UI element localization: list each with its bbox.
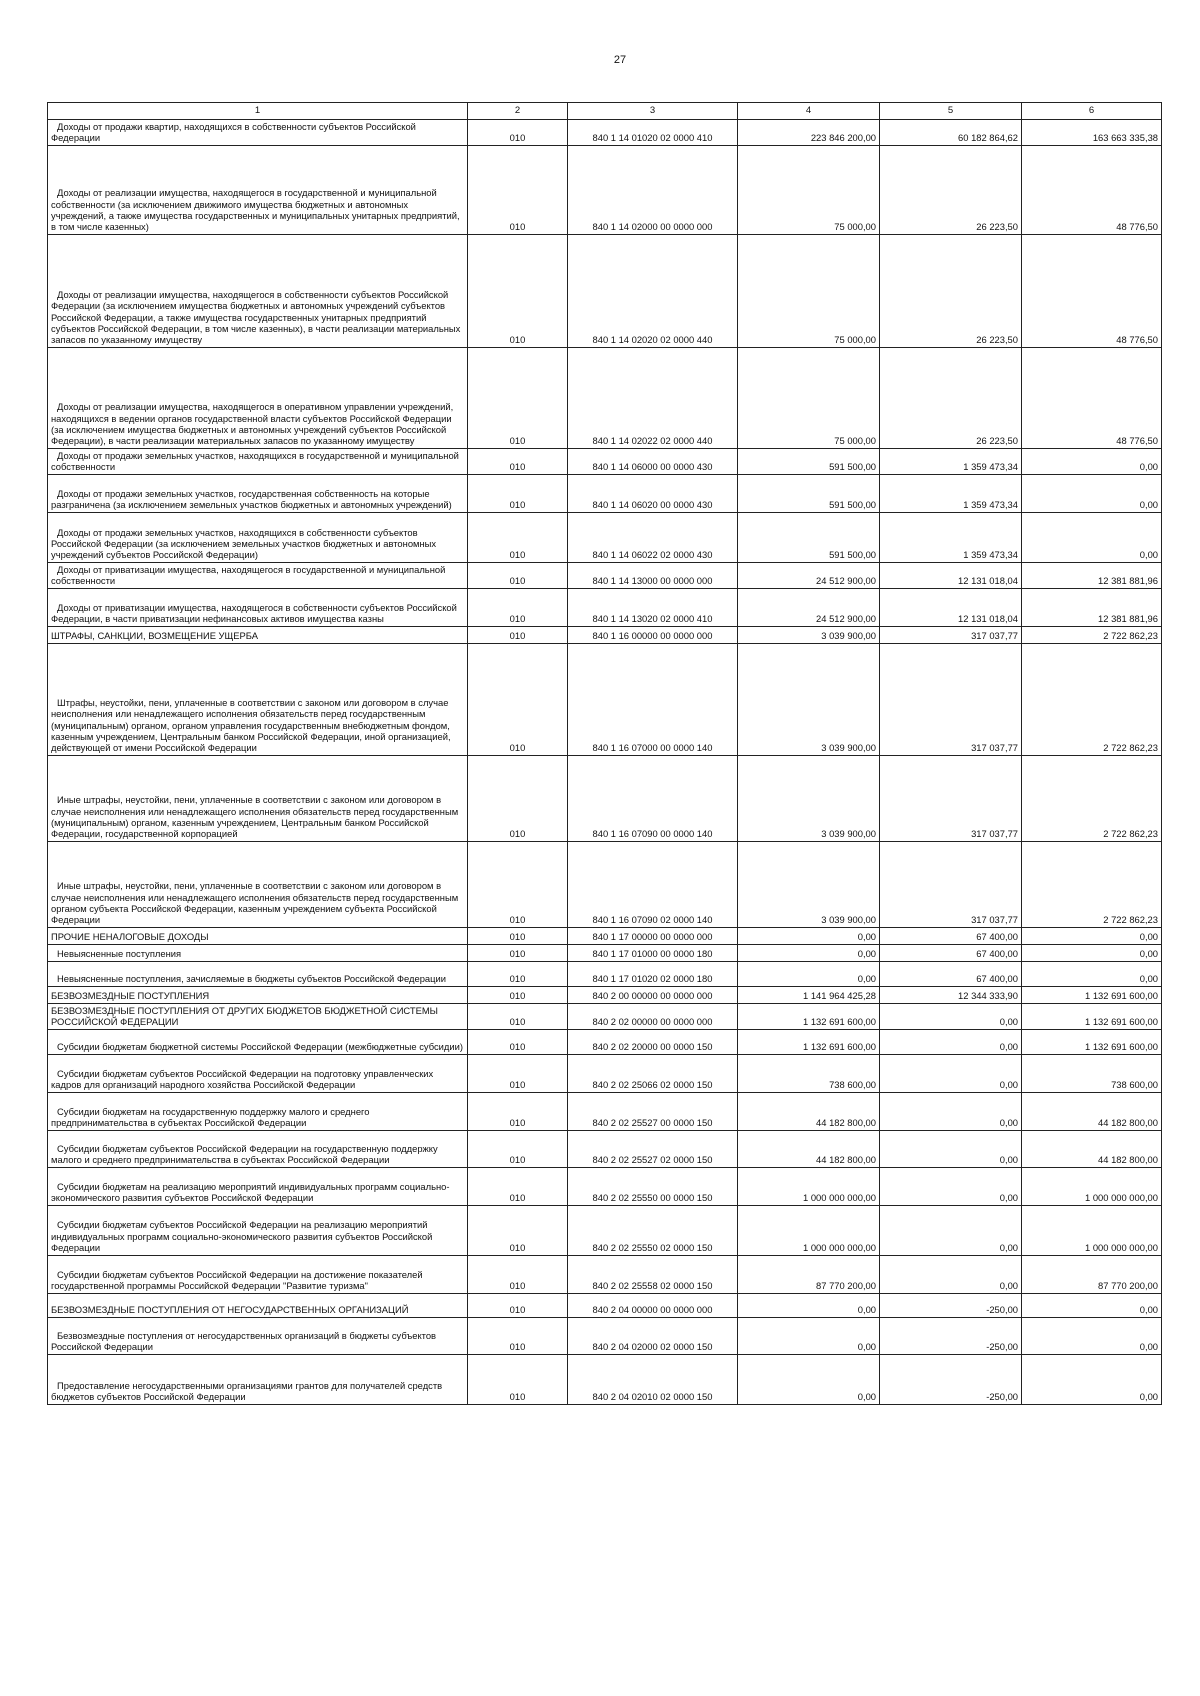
column-header: 5	[880, 103, 1022, 120]
report-table	[47, 102, 1162, 1405]
row-value-col5: -250,00	[880, 1354, 1022, 1404]
row-value-col6: 2 722 862,23	[1022, 841, 1162, 927]
row-budget-code: 840 1 14 01020 02 0000 410	[568, 120, 738, 146]
row-description: Штрафы, неустойки, пени, уплаченные в соответствии с законом или договором в случае неисполнения или ненадлежащего исполнения обязательств перед государственным (муниципальным) органом, органом управления государственным внебюджетным фондом, казенным учреждением, Центральным банком Российской Федерации, иной организацией, действующей от имени Российской Федерации	[48, 643, 468, 755]
row-description: ШТРАФЫ, САНКЦИИ, ВОЗМЕЩЕНИЕ УЩЕРБА	[48, 626, 468, 643]
row-value-col5: 60 182 864,62	[880, 120, 1022, 146]
row-value-col4: 75 000,00	[738, 347, 880, 448]
row-budget-code: 840 1 16 07090 02 0000 140	[568, 841, 738, 927]
table-row	[48, 1130, 1162, 1167]
row-value-col6: 0,00	[1022, 927, 1162, 944]
row-value-col5: 26 223,50	[880, 234, 1022, 347]
row-line-code: 010	[468, 347, 568, 448]
row-budget-code: 840 1 14 06022 02 0000 430	[568, 512, 738, 562]
row-line-code: 010	[468, 1130, 568, 1167]
row-budget-code: 840 2 04 02000 02 0000 150	[568, 1317, 738, 1354]
row-value-col4: 223 846 200,00	[738, 120, 880, 146]
row-value-col5: 0,00	[880, 1130, 1022, 1167]
row-budget-code: 840 1 16 07090 00 0000 140	[568, 755, 738, 841]
table-row	[48, 927, 1162, 944]
row-line-code: 010	[468, 626, 568, 643]
row-value-col4: 0,00	[738, 1354, 880, 1404]
column-header: 6	[1022, 103, 1162, 120]
row-budget-code: 840 2 02 25550 00 0000 150	[568, 1167, 738, 1205]
row-value-col4: 3 039 900,00	[738, 755, 880, 841]
table-row	[48, 643, 1162, 755]
row-value-col4: 591 500,00	[738, 512, 880, 562]
table-row	[48, 1092, 1162, 1130]
table-row	[48, 562, 1162, 588]
row-description: Доходы от продажи земельных участков, государственная собственность на которые разграничена (за исключением земельных участков бюджетных и автономных учреждений)	[48, 474, 468, 512]
table-row	[48, 474, 1162, 512]
table-row	[48, 1054, 1162, 1092]
row-description: БЕЗВОЗМЕЗДНЫЕ ПОСТУПЛЕНИЯ ОТ ДРУГИХ БЮДЖЕТОВ БЮДЖЕТНОЙ СИСТЕМЫ РОССИЙСКОЙ ФЕДЕРАЦИИ	[48, 1003, 468, 1029]
row-line-code: 010	[468, 1092, 568, 1130]
table-row	[48, 120, 1162, 146]
row-value-col4: 3 039 900,00	[738, 626, 880, 643]
row-value-col6: 1 132 691 600,00	[1022, 1003, 1162, 1029]
row-description: ПРОЧИЕ НЕНАЛОГОВЫЕ ДОХОДЫ	[48, 927, 468, 944]
row-value-col5: 0,00	[880, 1054, 1022, 1092]
table-row	[48, 1354, 1162, 1404]
row-line-code: 010	[468, 927, 568, 944]
row-value-col5: 1 359 473,34	[880, 448, 1022, 474]
row-budget-code: 840 2 00 00000 00 0000 000	[568, 986, 738, 1003]
row-value-col5: 317 037,77	[880, 626, 1022, 643]
row-value-col4: 75 000,00	[738, 145, 880, 234]
row-value-col4: 1 000 000 000,00	[738, 1167, 880, 1205]
row-value-col4: 87 770 200,00	[738, 1255, 880, 1293]
row-description: Субсидии бюджетам субъектов Российской Федерации на реализацию мероприятий индивидуальных программ социально-экономического развития субъектов Российской Федерации	[48, 1205, 468, 1255]
row-description: Невыясненные поступления, зачисляемые в бюджеты субъектов Российской Федерации	[48, 961, 468, 986]
table-row	[48, 347, 1162, 448]
row-value-col6: 48 776,50	[1022, 347, 1162, 448]
row-value-col4: 3 039 900,00	[738, 643, 880, 755]
row-value-col6: 1 132 691 600,00	[1022, 986, 1162, 1003]
row-description: Доходы от реализации имущества, находящегося в государственной и муниципальной собственности (за исключением движимого имущества бюджетных и автономных учреждений, а также имущества государственных и муниципальных унитарных предприятий, в том числе казенных)	[48, 145, 468, 234]
row-value-col6: 48 776,50	[1022, 234, 1162, 347]
row-budget-code: 840 1 17 01020 02 0000 180	[568, 961, 738, 986]
row-budget-code: 840 2 04 00000 00 0000 000	[568, 1293, 738, 1317]
row-value-col5: 26 223,50	[880, 145, 1022, 234]
table-row	[48, 1255, 1162, 1293]
row-description: Доходы от продажи земельных участков, находящихся в государственной и муниципальной собственности	[48, 448, 468, 474]
row-line-code: 010	[468, 643, 568, 755]
row-value-col4: 44 182 800,00	[738, 1092, 880, 1130]
row-value-col4: 3 039 900,00	[738, 841, 880, 927]
row-description: БЕЗВОЗМЕЗДНЫЕ ПОСТУПЛЕНИЯ ОТ НЕГОСУДАРСТВЕННЫХ ОРГАНИЗАЦИЙ	[48, 1293, 468, 1317]
row-value-col6: 44 182 800,00	[1022, 1130, 1162, 1167]
row-budget-code: 840 2 02 20000 00 0000 150	[568, 1029, 738, 1054]
row-budget-code: 840 2 04 02010 02 0000 150	[568, 1354, 738, 1404]
row-budget-code: 840 1 17 00000 00 0000 000	[568, 927, 738, 944]
row-value-col5: 0,00	[880, 1255, 1022, 1293]
row-line-code: 010	[468, 562, 568, 588]
row-line-code: 010	[468, 1205, 568, 1255]
row-line-code: 010	[468, 841, 568, 927]
row-value-col6: 0,00	[1022, 1354, 1162, 1404]
row-value-col5: 12 131 018,04	[880, 588, 1022, 626]
table-row	[48, 588, 1162, 626]
page-number: 27	[613, 54, 627, 66]
row-value-col6: 163 663 335,38	[1022, 120, 1162, 146]
row-value-col4: 1 141 964 425,28	[738, 986, 880, 1003]
row-description: Доходы от приватизации имущества, находящегося в государственной и муниципальной собственности	[48, 562, 468, 588]
row-value-col5: 0,00	[880, 1205, 1022, 1255]
row-value-col4: 0,00	[738, 927, 880, 944]
table-row	[48, 961, 1162, 986]
row-description: Субсидии бюджетам субъектов Российской Федерации на подготовку управленческих кадров для организаций народного хозяйства Российской Федерации	[48, 1054, 468, 1092]
row-budget-code: 840 2 02 25066 02 0000 150	[568, 1054, 738, 1092]
row-value-col6: 87 770 200,00	[1022, 1255, 1162, 1293]
row-budget-code: 840 2 02 25550 02 0000 150	[568, 1205, 738, 1255]
row-line-code: 010	[468, 1054, 568, 1092]
row-value-col6: 12 381 881,96	[1022, 588, 1162, 626]
row-value-col5: 0,00	[880, 1167, 1022, 1205]
row-budget-code: 840 2 02 25558 02 0000 150	[568, 1255, 738, 1293]
row-value-col4: 24 512 900,00	[738, 562, 880, 588]
row-value-col5: 317 037,77	[880, 841, 1022, 927]
row-budget-code: 840 1 16 07000 00 0000 140	[568, 643, 738, 755]
row-line-code: 010	[468, 1317, 568, 1354]
row-line-code: 010	[468, 755, 568, 841]
row-value-col5: 0,00	[880, 1029, 1022, 1054]
row-budget-code: 840 2 02 00000 00 0000 000	[568, 1003, 738, 1029]
row-value-col4: 1 132 691 600,00	[738, 1003, 880, 1029]
table-row	[48, 448, 1162, 474]
row-value-col5: 317 037,77	[880, 643, 1022, 755]
row-line-code: 010	[468, 944, 568, 961]
table-row	[48, 626, 1162, 643]
row-budget-code: 840 1 14 06020 00 0000 430	[568, 474, 738, 512]
table-row	[48, 841, 1162, 927]
row-budget-code: 840 1 14 13020 02 0000 410	[568, 588, 738, 626]
row-value-col6: 1 000 000 000,00	[1022, 1167, 1162, 1205]
row-value-col5: 12 131 018,04	[880, 562, 1022, 588]
row-value-col6: 0,00	[1022, 512, 1162, 562]
table-row	[48, 1317, 1162, 1354]
row-budget-code: 840 1 14 02000 00 0000 000	[568, 145, 738, 234]
table-row	[48, 512, 1162, 562]
row-value-col4: 75 000,00	[738, 234, 880, 347]
column-header: 1	[48, 103, 468, 120]
row-value-col6: 0,00	[1022, 474, 1162, 512]
row-value-col6: 0,00	[1022, 1293, 1162, 1317]
table-row	[48, 986, 1162, 1003]
row-value-col6: 0,00	[1022, 1317, 1162, 1354]
row-budget-code: 840 1 14 06000 00 0000 430	[568, 448, 738, 474]
row-value-col5: 67 400,00	[880, 944, 1022, 961]
row-value-col5: 26 223,50	[880, 347, 1022, 448]
row-budget-code: 840 2 02 25527 02 0000 150	[568, 1130, 738, 1167]
table-row	[48, 1293, 1162, 1317]
row-description: Субсидии бюджетам на государственную поддержку малого и среднего предпринимательства в субъектах Российской Федерации	[48, 1092, 468, 1130]
row-value-col4: 591 500,00	[738, 474, 880, 512]
row-line-code: 010	[468, 986, 568, 1003]
table-row	[48, 755, 1162, 841]
row-description: Иные штрафы, неустойки, пени, уплаченные в соответствии с законом или договором в случае неисполнения или ненадлежащего исполнения обязательств перед государственным (муниципальным) органом, казенным учреждением, Центральным банком Российской Федерации, государственной корпорацией	[48, 755, 468, 841]
row-line-code: 010	[468, 1167, 568, 1205]
row-description: БЕЗВОЗМЕЗДНЫЕ ПОСТУПЛЕНИЯ	[48, 986, 468, 1003]
row-value-col5: -250,00	[880, 1317, 1022, 1354]
row-description: Безвозмездные поступления от негосударственных организаций в бюджеты субъектов Российской Федерации	[48, 1317, 468, 1354]
row-value-col4: 24 512 900,00	[738, 588, 880, 626]
row-line-code: 010	[468, 588, 568, 626]
row-value-col4: 0,00	[738, 1317, 880, 1354]
row-value-col6: 1 000 000 000,00	[1022, 1205, 1162, 1255]
row-description: Доходы от продажи земельных участков, находящихся в собственности субъектов Российской Федерации (за исключением земельных участков бюджетных и автономных учреждений субъектов Российской Федерации)	[48, 512, 468, 562]
row-description: Субсидии бюджетам субъектов Российской Федерации на достижение показателей государственной программы Российской Федерации "Развитие туризма"	[48, 1255, 468, 1293]
row-line-code: 010	[468, 1354, 568, 1404]
table-row	[48, 1167, 1162, 1205]
row-line-code: 010	[468, 1255, 568, 1293]
table-row	[48, 145, 1162, 234]
row-budget-code: 840 2 02 25527 00 0000 150	[568, 1092, 738, 1130]
column-header: 3	[568, 103, 738, 120]
row-line-code: 010	[468, 961, 568, 986]
row-value-col6: 738 600,00	[1022, 1054, 1162, 1092]
row-line-code: 010	[468, 145, 568, 234]
row-budget-code: 840 1 14 13000 00 0000 000	[568, 562, 738, 588]
row-value-col6: 0,00	[1022, 944, 1162, 961]
row-budget-code: 840 1 14 02022 02 0000 440	[568, 347, 738, 448]
row-value-col4: 738 600,00	[738, 1054, 880, 1092]
table-row	[48, 1029, 1162, 1054]
row-line-code: 010	[468, 1293, 568, 1317]
row-description: Субсидии бюджетам субъектов Российской Федерации на государственную поддержку малого и среднего предпринимательства в субъектах Российской Федерации	[48, 1130, 468, 1167]
row-value-col4: 591 500,00	[738, 448, 880, 474]
column-number-row	[48, 103, 1162, 120]
row-value-col5: -250,00	[880, 1293, 1022, 1317]
row-value-col5: 0,00	[880, 1003, 1022, 1029]
row-line-code: 010	[468, 1003, 568, 1029]
row-description: Субсидии бюджетам на реализацию мероприятий индивидуальных программ социально-экономического развития субъектов Российской Федерации	[48, 1167, 468, 1205]
row-description: Доходы от продажи квартир, находящихся в собственности субъектов Российской Федерации	[48, 120, 468, 146]
row-value-col6: 0,00	[1022, 448, 1162, 474]
row-value-col6: 12 381 881,96	[1022, 562, 1162, 588]
row-line-code: 010	[468, 120, 568, 146]
row-line-code: 010	[468, 512, 568, 562]
row-value-col6: 44 182 800,00	[1022, 1092, 1162, 1130]
row-description: Субсидии бюджетам бюджетной системы Российской Федерации (межбюджетные субсидии)	[48, 1029, 468, 1054]
row-line-code: 010	[468, 234, 568, 347]
row-description: Невыясненные поступления	[48, 944, 468, 961]
row-value-col6: 2 722 862,23	[1022, 643, 1162, 755]
row-budget-code: 840 1 16 00000 00 0000 000	[568, 626, 738, 643]
column-header: 2	[468, 103, 568, 120]
row-value-col5: 1 359 473,34	[880, 474, 1022, 512]
row-value-col5: 0,00	[880, 1092, 1022, 1130]
row-value-col5: 67 400,00	[880, 927, 1022, 944]
table-row	[48, 944, 1162, 961]
row-value-col4: 0,00	[738, 944, 880, 961]
row-value-col5: 67 400,00	[880, 961, 1022, 986]
row-value-col6: 2 722 862,23	[1022, 755, 1162, 841]
row-line-code: 010	[468, 474, 568, 512]
row-value-col6: 0,00	[1022, 961, 1162, 986]
table-row	[48, 234, 1162, 347]
row-line-code: 010	[468, 1029, 568, 1054]
row-description: Предоставление негосударственными организациями грантов для получателей средств бюджетов субъектов Российской Федерации	[48, 1354, 468, 1404]
row-description: Доходы от реализации имущества, находящегося в оперативном управлении учреждений, находящихся в ведении органов государственной власти субъектов Российской Федерации (за исключением имущества бюджетных и автономных учреждений субъектов Российской Федерации), в части реализации материальных запасов по указанному имуществу	[48, 347, 468, 448]
row-value-col6: 2 722 862,23	[1022, 626, 1162, 643]
row-value-col4: 44 182 800,00	[738, 1130, 880, 1167]
row-value-col6: 1 132 691 600,00	[1022, 1029, 1162, 1054]
column-header: 4	[738, 103, 880, 120]
row-value-col4: 0,00	[738, 961, 880, 986]
row-description: Иные штрафы, неустойки, пени, уплаченные в соответствии с законом или договором в случае неисполнения или ненадлежащего исполнения обязательств перед государственным органом субъекта Российской Федерации, казенным учреждением субъекта Российской Федерации	[48, 841, 468, 927]
row-value-col5: 317 037,77	[880, 755, 1022, 841]
row-description: Доходы от приватизации имущества, находящегося в собственности субъектов Российской Федерации, в части приватизации нефинансовых активов имущества казны	[48, 588, 468, 626]
row-budget-code: 840 1 14 02020 02 0000 440	[568, 234, 738, 347]
row-value-col5: 1 359 473,34	[880, 512, 1022, 562]
row-value-col6: 48 776,50	[1022, 145, 1162, 234]
row-value-col5: 12 344 333,90	[880, 986, 1022, 1003]
row-value-col4: 1 132 691 600,00	[738, 1029, 880, 1054]
row-value-col4: 1 000 000 000,00	[738, 1205, 880, 1255]
table-row	[48, 1003, 1162, 1029]
row-line-code: 010	[468, 448, 568, 474]
row-budget-code: 840 1 17 01000 00 0000 180	[568, 944, 738, 961]
row-value-col4: 0,00	[738, 1293, 880, 1317]
table-row	[48, 1205, 1162, 1255]
row-description: Доходы от реализации имущества, находящегося в собственности субъектов Российской Федерации (за исключением имущества бюджетных и автономных учреждений субъектов Российской Федерации, а также имущества государственных унитарных предприятий субъектов Российской Федерации, в том числе казенных), в части реализации материальных запасов по указанному имуществу	[48, 234, 468, 347]
